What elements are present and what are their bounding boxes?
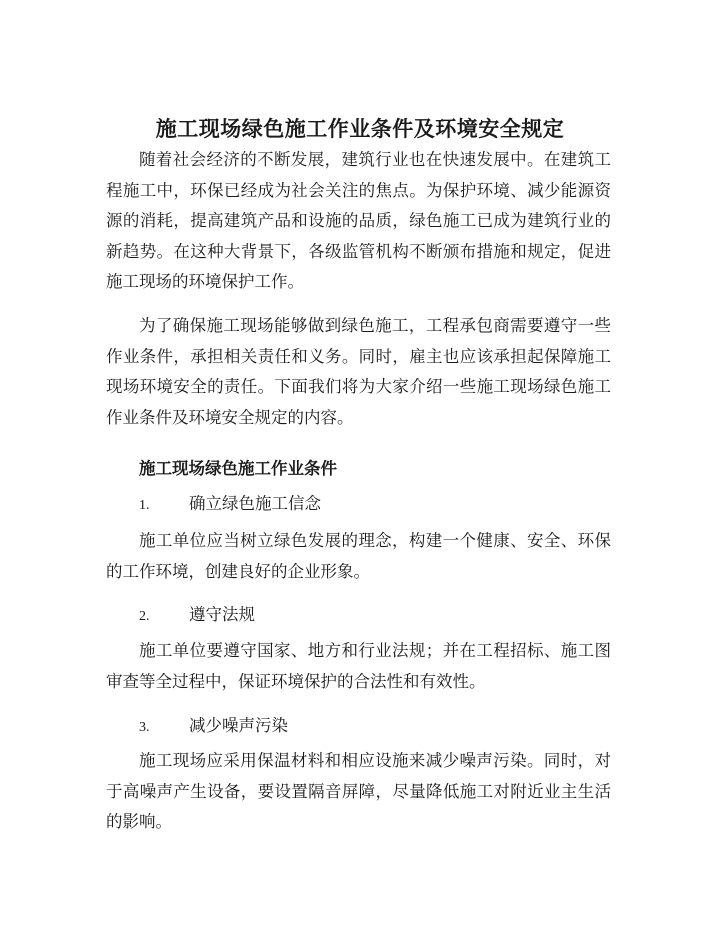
list-item-label: 确立绿色施工信念 bbox=[189, 494, 321, 513]
intro-paragraph-2: 为了确保施工现场能够做到绿色施工，工程承包商需要遵守一些作业条件，承担相关责任和义务。同时，雇主也应该承担起保障施工现场环境安全的责任。下面我们将为大家介绍一些施工现场绿色施工作业条件及环境安全规定的内容。 bbox=[106, 316, 611, 427]
list-item-body: 施工单位应当树立绿色发展的理念，构建一个健康、安全、环保的工作环境，创建良好的企业形象。 bbox=[106, 531, 611, 581]
list-item-number: 3. bbox=[139, 720, 150, 735]
list-item-heading bbox=[139, 712, 288, 736]
list-item-number: 2. bbox=[139, 609, 150, 624]
document-title: 施工现场绿色施工作业条件及环境安全规定 bbox=[155, 116, 565, 141]
list-item-body: 施工现场应采用保温材料和相应设施来减少噪声污染。同时，对于高噪声产生设备，要设置隔音屏障，尽量降低施工对附近业主生活的影响。 bbox=[106, 751, 611, 832]
intro-paragraph-1: 随着社会经济的不断发展，建筑行业也在快速发展中。在建筑工程施工中，环保已经成为社会关注的焦点。为保护环境、减少能源资源的消耗，提高建筑产品和设施的品质，绿色施工已成为建筑行业的新趋势。在这种大背景下，各级监管机构不断颁布措施和规定，促进施工现场的环境保护工作。 bbox=[106, 150, 611, 292]
list-item-body: 施工单位要遵守国家、地方和行业法规；并在工程招标、施工图审查等全过程中，保证环境保护的合法性和有效性。 bbox=[106, 641, 611, 691]
list-item-number: 1. bbox=[139, 498, 150, 513]
list-item-label: 减少噪声污染 bbox=[189, 716, 288, 735]
list-item-heading bbox=[139, 601, 255, 625]
list-item-label: 遵守法规 bbox=[189, 605, 255, 624]
list-item-heading bbox=[139, 490, 321, 514]
section-heading: 施工现场绿色施工作业条件 bbox=[139, 459, 337, 478]
